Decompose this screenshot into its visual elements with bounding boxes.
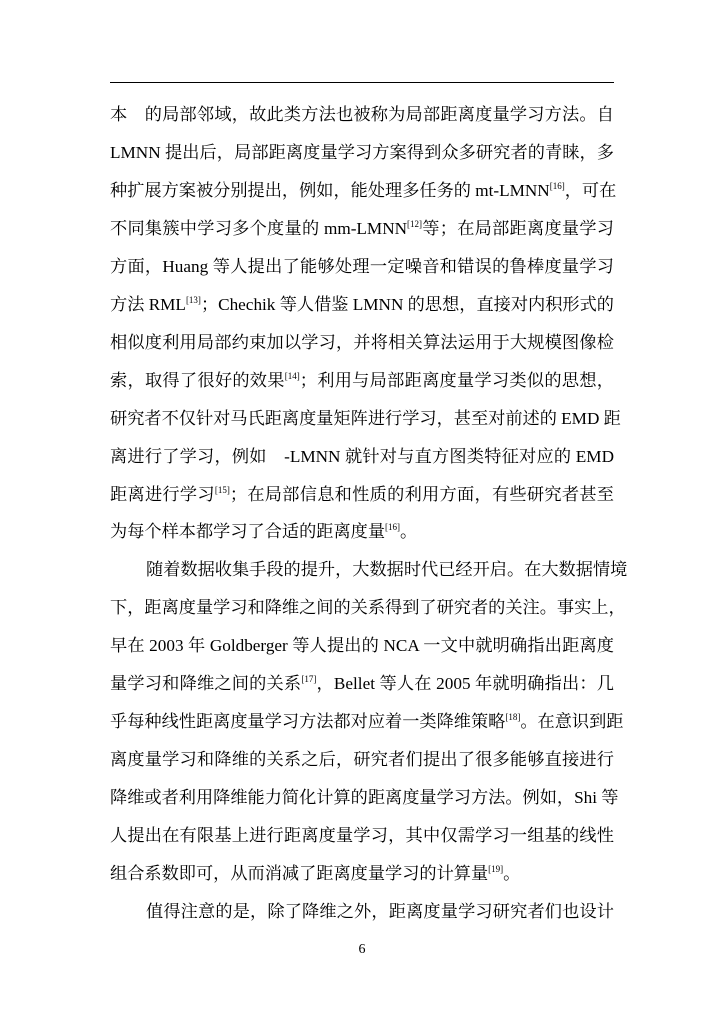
text-line — [110, 634, 614, 658]
text-run: 种扩展方案被分别提出，例如，能处理多任务的 mt-LMNN — [110, 180, 550, 200]
text-line — [110, 217, 614, 241]
text-line — [110, 331, 614, 355]
text-line — [110, 710, 624, 734]
citation-ref: [19] — [488, 864, 504, 874]
text-line — [110, 862, 614, 886]
text-run: 索，取得了很好的效果 — [110, 370, 285, 390]
text-run: 离度量学习和降维的关系之后，研究者们提出了很多能够直接进行 — [110, 750, 614, 770]
page-number: 6 — [358, 942, 366, 957]
text-line — [110, 445, 614, 469]
text-run: 相似度利用局部约束加以学习，并将相关算法运用于大规模图像检 — [110, 332, 614, 352]
text-run: 不同集簇中学习多个度量的 mm-LMNN — [110, 218, 408, 238]
text-run: 方面，Huang 等人提出了能够处理一定噪音和错误的鲁棒度量学习 — [110, 256, 614, 276]
text-run: 距离进行学习 — [110, 484, 215, 504]
citation-ref: [16] — [549, 180, 565, 191]
citation-ref: [18] — [505, 712, 521, 723]
text-run: ，可在 — [564, 180, 617, 200]
text-run: 乎每种线性距离度量学习方法都对应着一类降维策略 — [110, 712, 506, 732]
text-run: LMNN 提出后，局部距离度量学习方案得到众多研究者的青睐，多 — [110, 142, 614, 162]
text-line — [146, 900, 614, 924]
text-line — [110, 786, 619, 810]
text-run: 人提出在有限基上进行距离度量学习，其中仅需学习一组基的线性 — [110, 826, 614, 846]
text-run: 早在 2003 年 Goldberger 等人提出的 NCA 一文中就明确指出距离度 — [110, 636, 614, 656]
text-run: 等；在局部距离度量学习 — [422, 218, 614, 238]
text-line — [110, 103, 614, 127]
citation-ref: [15] — [214, 484, 230, 495]
text-run: 为每个样本都学习了合适的距离度量 — [110, 522, 386, 542]
citation-ref: [17] — [301, 674, 317, 685]
text-run: 。 — [400, 522, 418, 542]
text-line — [110, 748, 614, 772]
text-run: ；在局部信息和性质的利用方面，有些研究者甚至 — [229, 484, 614, 504]
text-run: 降维或者利用降维能力简化计算的距离度量学习方法。例如，Shi 等 — [110, 788, 619, 808]
citation-ref: [16] — [385, 522, 401, 533]
text-run: ；Chechik 等人借鉴 LMNN 的思想，直接对内积形式的 — [200, 294, 614, 314]
text-run: 下，距离度量学习和降维之间的关系得到了研究者的关注。事实上， — [110, 598, 626, 618]
text-run: 组合系数即可，从而消减了距离度量学习的计算量 — [110, 864, 489, 883]
text-run: 。 — [503, 864, 521, 883]
text-run: 离进行了学习，例如 -LMNN 就针对与直方图类特征对应的 EMD — [110, 446, 614, 466]
citation-ref: [12] — [407, 218, 423, 229]
text-line — [110, 672, 614, 696]
text-run: ；利用与局部距离度量学习类似的思想， — [299, 370, 614, 390]
text-line — [110, 407, 621, 431]
text-run: ，Bellet 等人在 2005 年就明确指出：几 — [316, 674, 614, 694]
text-line — [110, 369, 614, 393]
text-run: 研究者不仅针对马氏距离度量矩阵进行学习，甚至对前述的 EMD 距 — [110, 408, 621, 428]
text-line — [110, 141, 614, 165]
text-line — [110, 520, 614, 544]
text-run: 随着数据收集手段的提升，大数据时代已经开启。在大数据情境 — [146, 560, 628, 580]
header-rule — [110, 82, 614, 83]
text-line — [110, 255, 614, 279]
text-run: 量学习和降维之间的关系 — [110, 674, 302, 694]
citation-ref: [13] — [185, 294, 201, 305]
text-run: 。在意识到距 — [520, 712, 624, 732]
text-run: 方法 RML — [110, 294, 186, 314]
text-line — [110, 179, 617, 203]
text-line — [110, 293, 614, 317]
text-line — [110, 824, 614, 848]
citation-ref: [14] — [284, 370, 300, 381]
text-line — [146, 558, 628, 582]
text-line — [110, 596, 626, 620]
text-run: 本 的局部邻域，故此类方法也被称为局部距离度量学习方法。自 — [110, 105, 614, 124]
text-run: 值得注意的是，除了降维之外，距离度量学习研究者们也设计 — [146, 901, 614, 921]
text-line — [110, 483, 614, 507]
